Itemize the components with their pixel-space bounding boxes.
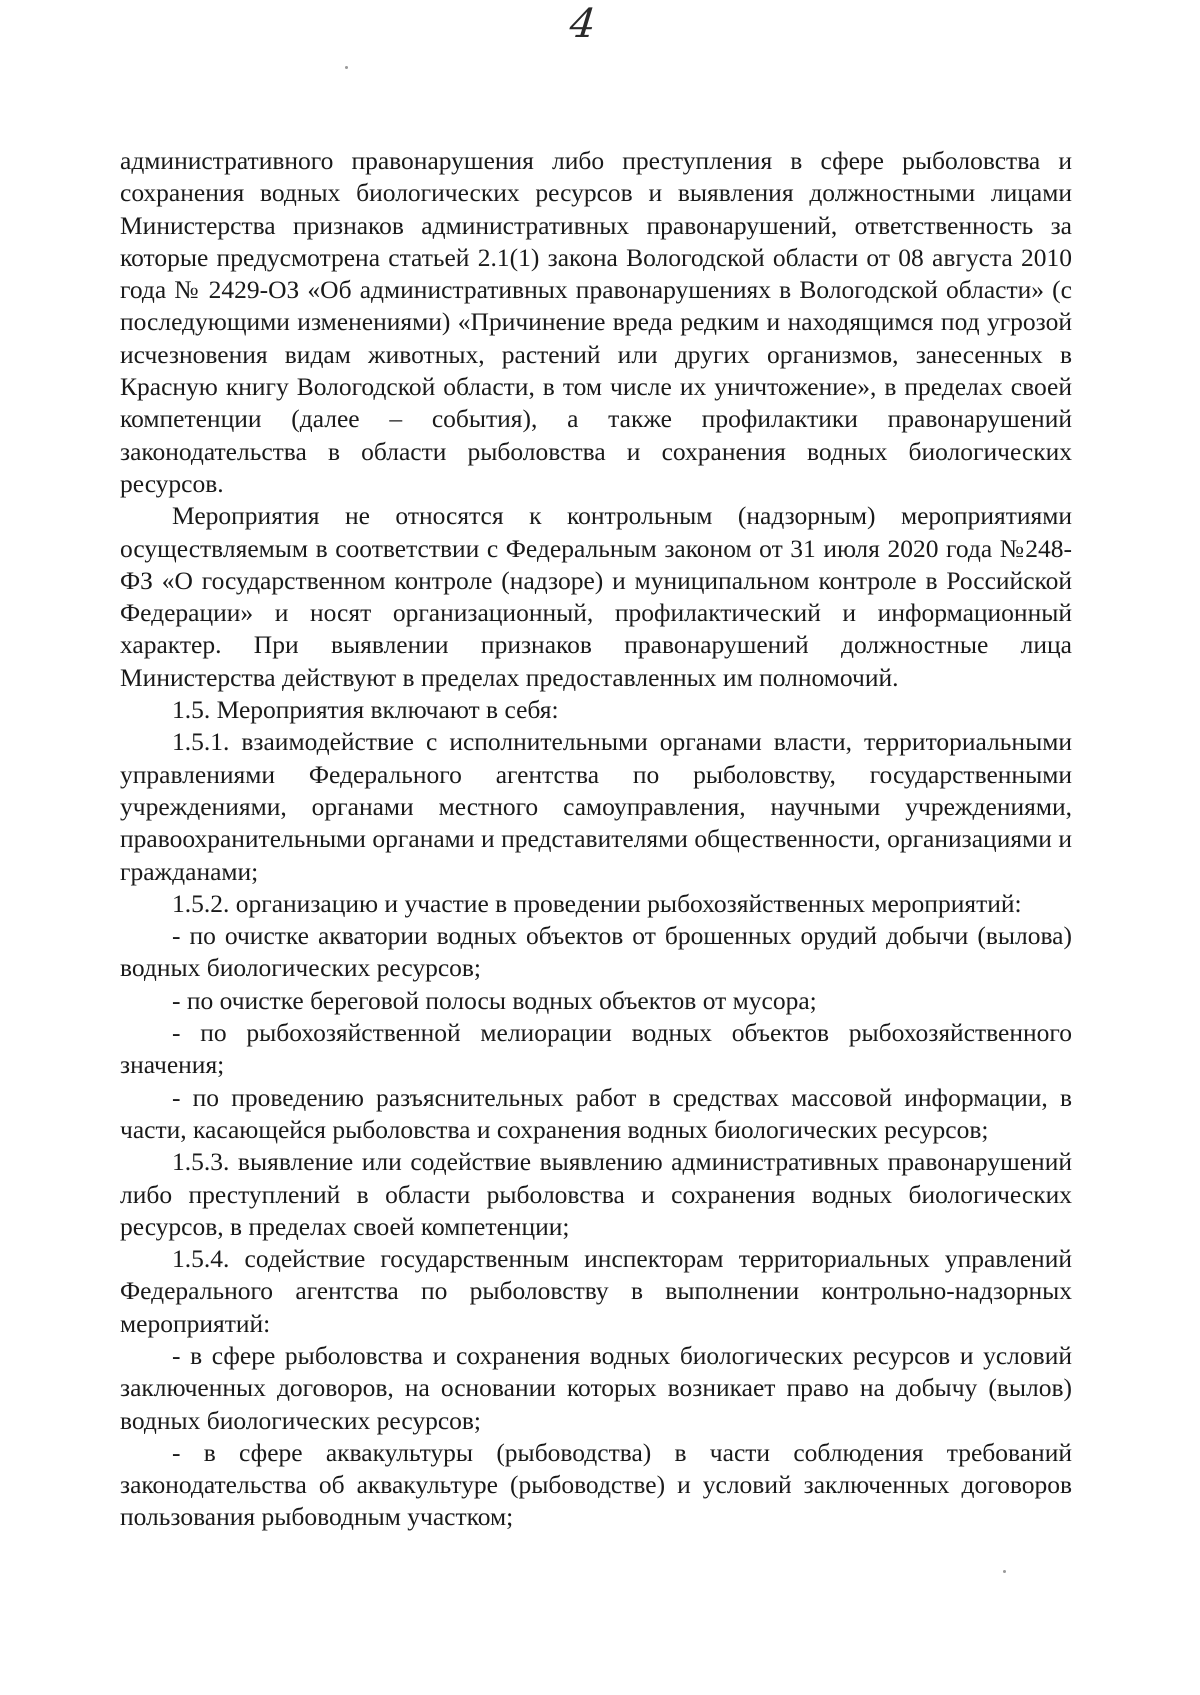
paragraph-1-5-1: 1.5.1. взаимодействие с исполнительными органами власти, территориальными управлениями Федерального агентства по рыболовству, государственными учреждениями, органами местного самоуправления, научными учреждениями, правоохранительными органами и представителями общественности, организациями и гражданами; [120, 727, 1072, 886]
list-item-water-area-cleanup: - по очистке акватории водных объектов от брошенных орудий добычи (вылова) водных биологических ресурсов; [120, 921, 1072, 983]
scan-speck [1003, 1570, 1006, 1573]
list-item-fishing-sphere: - в сфере рыболовства и сохранения водных биологических ресурсов и условий заключенных договоров, на основании которых возникает право на добычу (вылов) водных биологических ресурсов; [120, 1340, 1072, 1435]
paragraph-measures-nature: Мероприятия не относятся к контрольным (надзорным) мероприятиями осуществляемым в соответствии с Федеральным законом от 31 июля 2020 года №248-ФЗ «О государственном контроле (надзоре) и муниципальном контроле в Российской Федерации» и носят организационный, профилактический и информационный характер. При выявлении признаков правонарушений должностные лица Министерства действуют в пределах предоставленных им полномочий. [120, 501, 1072, 692]
paragraph-1-5-4: 1.5.4. содействие государственным инспекторам территориальных управлений Федерального агентства по рыболовству в выполнении контрольно-надзорных мероприятий: [120, 1244, 1072, 1338]
scan-speck [345, 66, 348, 69]
paragraph-1-5: 1.5. Мероприятия включают в себя: [172, 695, 559, 725]
paragraph-1-5-3: 1.5.3. выявление или содействие выявлению административных правонарушений либо преступлений в области рыболовства и сохранения водных биологических ресурсов, в пределах своей компетенции; [120, 1147, 1072, 1241]
list-item-media-outreach: - по проведению разъяснительных работ в средствах массовой информации, в части, касающейся рыболовства и сохранения водных биологических ресурсов; [120, 1082, 1072, 1144]
paragraph-1-5-2: 1.5.2. организацию и участие в проведении рыбохозяйственных мероприятий: [172, 888, 1022, 918]
document-body [120, 145, 1072, 1534]
page-number: 4 [567, 1, 598, 47]
list-item-shoreline-cleanup: - по очистке береговой полосы водных объектов от мусора; [172, 985, 817, 1015]
list-item-aquaculture-sphere: - в сфере аквакультуры (рыбоводства) в части соблюдения требований законодательства об аквакультуре (рыбоводстве) и условий заключенных договоров пользования рыбоводным участком; [120, 1437, 1072, 1532]
paragraph-continuation: административного правонарушения либо преступления в сфере рыболовства и сохранения водных биологических ресурсов и выявления должностными лицами Министерства признаков административных правонарушений, ответственность за которые предусмотрена статьей 2.1(1) закона Вологодской области от 08 августа 2010 года № 2429-ОЗ «Об административных правонарушениях в Вологодской области» (с последующими изменениями) «Причинение вреда редким и находящимся под угрозой исчезновения видам животных, растений или других организмов, занесенных в Красную книгу Вологодской области, в том числе их уничтожение», в пределах своей компетенции (далее – события), а также профилактики правонарушений законодательства в области рыболовства и сохранения водных биологических ресурсов. [120, 146, 1072, 498]
list-item-melioration: - по рыбохозяйственной мелиорации водных объектов рыбохозяйственного значения; [120, 1018, 1072, 1080]
